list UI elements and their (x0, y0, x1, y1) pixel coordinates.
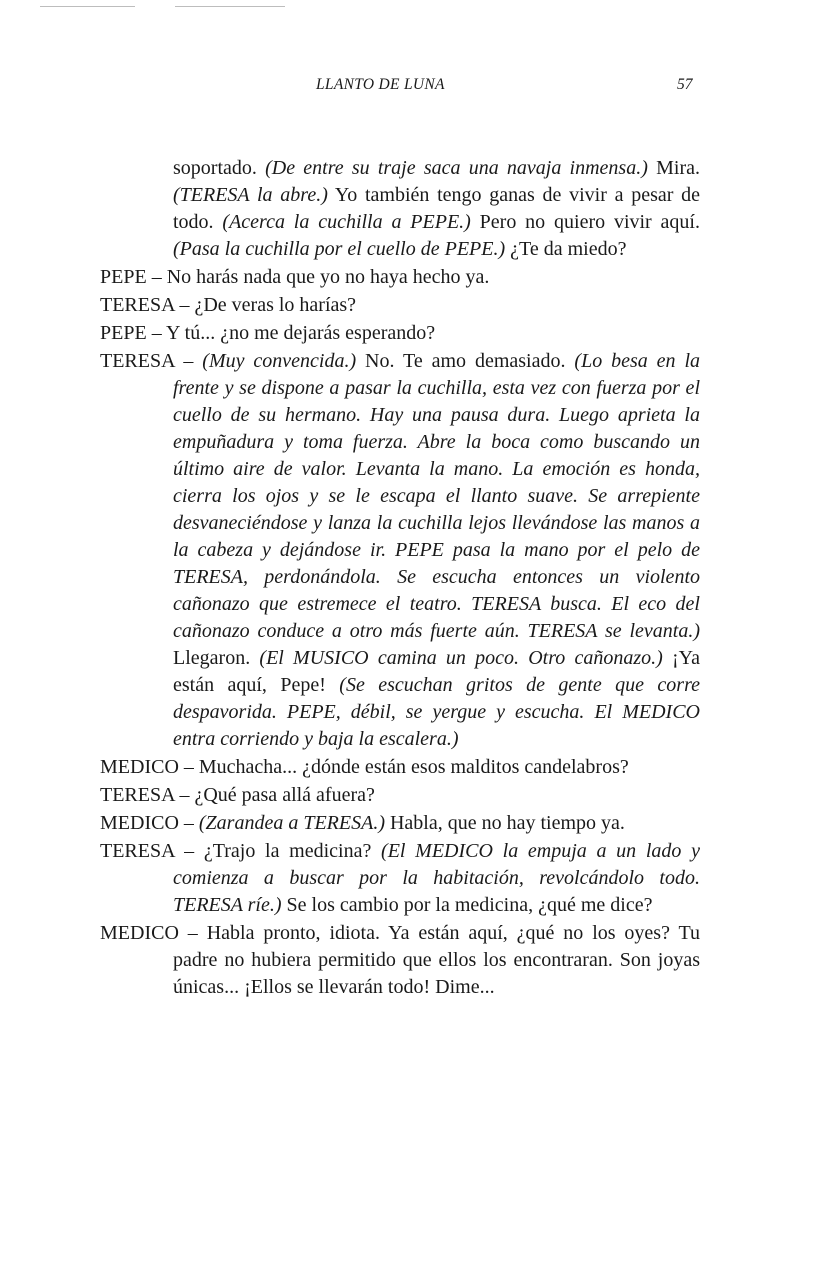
scan-edge-mark-left (40, 6, 135, 7)
dialogue-entry (100, 810, 700, 837)
speaker-name: TERESA (100, 840, 175, 862)
stage-direction: (Zarandea a TERESA.) (198, 812, 385, 834)
speaker-dash: – (174, 294, 195, 316)
speaker-name: TERESA (100, 350, 175, 372)
speaker-name: MEDICO (100, 812, 179, 834)
dialogue-entry (100, 292, 700, 319)
stage-direction: (Se escuchan gritos de gente que corre despavorida. PEPE, débil, se yergue y escucha. El MEDICO entra corriendo y baja la escalera.) (173, 674, 700, 750)
speaker-dash: – (174, 350, 203, 372)
dialogue-entry (100, 782, 700, 809)
stage-direction: (Acerca la cuchilla a PEPE.) (222, 211, 471, 233)
stage-direction: (El MEDICO la empuja a un lado y comienza a buscar por la habitación, revolcándolo todo. TERESA ríe.) (173, 840, 700, 916)
speaker-dash: – (178, 756, 199, 778)
stage-direction: (Pasa la cuchilla por el cuello de PEPE.) (173, 238, 506, 260)
speaker-name: PEPE (100, 322, 147, 344)
text-segment: Pero no quiero vivir aquí. (470, 211, 700, 233)
text-segment: Habla pronto, idiota. Ya están aquí, ¿qué no los oyes? Tu padre no hubiera permitido que ellos los encontraran. Son joyas únicas... ¡Ellos se llevarán todo! Dime... (173, 922, 701, 998)
text-segment: Habla, que no hay tiempo ya. (384, 812, 625, 834)
text-segment: ¡Ya están aquí, Pepe! (173, 647, 700, 696)
speaker-name: PEPE (100, 266, 147, 288)
scan-edge-mark-right (175, 6, 285, 7)
stage-direction: (Lo besa en la frente y se dispone a pasar la cuchilla, esta vez con fuerza por el cuello de su hermano. Hay una pausa dura. Luego aprieta la empuñadura y toma fuerza. Abre la boca como buscando un último aire de valor. Levanta la mano. La emoción es honda, cierra los ojos y se le escapa el llanto suave. Se arrepiente desvaneciéndose y lanza la cuchilla lejos llevándose las manos a la cabeza y dejándose ir. PEPE pasa la mano por el pelo de TERESA, perdonándola. Se escucha entonces un violento cañonazo que estremece el teatro. TERESA busca. El eco del cañonazo conduce a otro más fuerte aún. TERESA se levanta.) (173, 350, 701, 642)
page-number: 57 (677, 76, 693, 93)
speaker-name: TERESA (100, 784, 175, 806)
dialogue-entry (100, 838, 700, 919)
text-segment: soportado. (173, 157, 266, 179)
speaker-dash: – (146, 266, 167, 288)
dialogue-entry (100, 320, 700, 347)
text-segment: No harás nada que yo no haya hecho ya. (166, 266, 490, 288)
text-segment: Y tú... ¿no me dejarás esperando? (165, 322, 436, 344)
stage-direction: (De entre su traje saca una navaja inmensa.) (265, 157, 648, 179)
text-segment: ¿Te da miedo? (505, 238, 627, 260)
speaker-name: MEDICO (100, 922, 179, 944)
text-segment: Yo también tengo ganas de vivir a pesar de todo. (173, 184, 700, 233)
text-segment: Llegaron. (173, 647, 260, 669)
continued-speech (100, 155, 700, 263)
speaker-dash: – (174, 840, 204, 862)
text-segment: ¿Trajo la medicina? (203, 840, 382, 862)
dialogue-entry (100, 264, 700, 291)
running-title: LLANTO DE LUNA (316, 76, 445, 93)
page-header (0, 76, 815, 100)
text-segment: ¿De veras lo harías? (194, 294, 357, 316)
dialogue-entry (100, 920, 700, 1001)
speaker-dash: – (178, 922, 207, 944)
speaker-name: TERESA (100, 294, 175, 316)
text-segment: Mira. (647, 157, 700, 179)
speaker-dash: – (174, 784, 195, 806)
speaker-dash: – (178, 812, 199, 834)
play-text (100, 155, 700, 1001)
speaker-dash: – (146, 322, 166, 344)
stage-direction: (TERESA la abre.) (173, 184, 328, 206)
stage-direction: (El MUSICO camina un poco. Otro cañonazo.) (259, 647, 663, 669)
text-segment: Muchacha... ¿dónde están esos malditos candelabros? (198, 756, 629, 778)
text-segment: No. Te amo demasiado. (356, 350, 575, 372)
stage-direction: (Muy convencida.) (202, 350, 357, 372)
dialogue-entry (100, 754, 700, 781)
text-segment: Se los cambio por la medicina, ¿qué me dice? (281, 894, 653, 916)
speaker-name: MEDICO (100, 756, 179, 778)
text-segment: ¿Qué pasa allá afuera? (194, 784, 375, 806)
dialogue-entry (100, 348, 700, 753)
